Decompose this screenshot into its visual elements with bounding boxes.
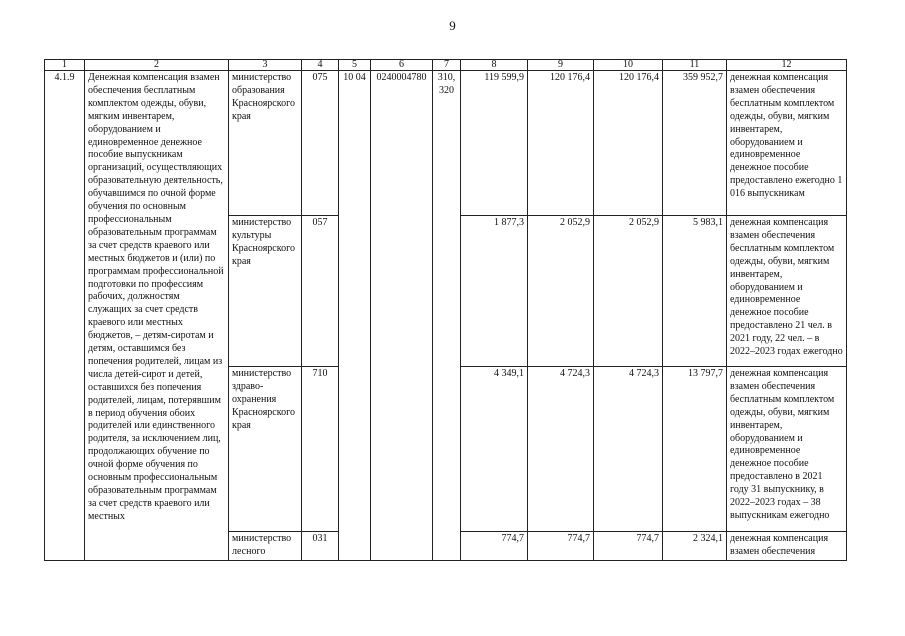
budget-table xyxy=(44,59,847,561)
header-cell: 8 xyxy=(461,60,528,71)
value-total: 5 983,1 xyxy=(663,216,727,367)
header-cell: 11 xyxy=(663,60,727,71)
header-cell: 4 xyxy=(302,60,339,71)
ministry-cell: министерство образования Красноярского края xyxy=(229,71,302,216)
header-cell: 7 xyxy=(433,60,461,71)
ministry-code: 075 xyxy=(302,71,339,216)
ministry-cell: министерство лесного xyxy=(229,532,302,561)
result-cell: денежная компенсация взамен обеспечения xyxy=(727,532,847,561)
target-article-cell: 0240004780 xyxy=(371,71,433,561)
header-cell: 9 xyxy=(528,60,594,71)
value-2021: 4 349,1 xyxy=(461,367,528,532)
value-2023: 120 176,4 xyxy=(594,71,663,216)
expense-type-cell: 310, 320 xyxy=(433,71,461,561)
value-2023: 2 052,9 xyxy=(594,216,663,367)
page-number: 9 xyxy=(449,18,456,33)
value-2023: 774,7 xyxy=(594,532,663,561)
ministry-cell: министерство здраво-охранения Красноярского края xyxy=(229,367,302,532)
table-row xyxy=(45,71,847,216)
result-cell: денежная компенсация взамен обеспечения бесплатным комплектом одежды, обуви, мягким инвентарем, оборудованием и единовременное денежное пособие предоставлено 21 чел. в 2021 году, 22 чел. – в 2022–2023 годах ежегодно xyxy=(727,216,847,367)
value-2022: 120 176,4 xyxy=(528,71,594,216)
section-cell: 10 04 xyxy=(339,71,371,561)
ministry-cell: министерство культуры Красноярского края xyxy=(229,216,302,367)
ministry-code: 057 xyxy=(302,216,339,367)
ministry-code: 031 xyxy=(302,532,339,561)
value-2022: 774,7 xyxy=(528,532,594,561)
value-2021: 119 599,9 xyxy=(461,71,528,216)
header-cell: 6 xyxy=(371,60,433,71)
header-cell: 2 xyxy=(85,60,229,71)
value-total: 359 952,7 xyxy=(663,71,727,216)
value-2022: 4 724,3 xyxy=(528,367,594,532)
value-total: 2 324,1 xyxy=(663,532,727,561)
value-total: 13 797,7 xyxy=(663,367,727,532)
item-description: Денежная компенсация взамен обеспечения бесплатным комплектом одежды, обуви, мягким инвентарем, оборудованием и единовременное денежное пособие выпускникам организаций, осуществляющих образовательную деятельность, обучавшимся по очной форме обучения по основным профессиональным образовательным программам за счет средств краевого или местных бюджетов и (или) по программам профессиональной подготовки по профессиям рабочих, должностям служащих за счет средств краевого или местных бюджетов, – детям-сиротам и детям, оставшимся без попечения родителей, лицам из числа детей-сирот и детей, оставшихся без попечения родителей, лицам, потерявшим в период обучения обоих родителей или единственного родителя, за исключением лиц, продолжающих обучение по очной форме обучения по основным профессиональным образовательным программам за счет средств краевого или местных xyxy=(85,71,229,561)
header-cell: 10 xyxy=(594,60,663,71)
header-row xyxy=(45,60,847,71)
item-number: 4.1.9 xyxy=(45,71,85,561)
value-2021: 1 877,3 xyxy=(461,216,528,367)
ministry-code: 710 xyxy=(302,367,339,532)
header-cell: 1 xyxy=(45,60,85,71)
header-cell: 5 xyxy=(339,60,371,71)
result-cell: денежная компенсация взамен обеспечения бесплатным комплектом одежды, обуви, мягким инвентарем, оборудованием и единовременное денежное пособие предоставлено в 2021 году 31 выпускнику, в 2022–2023 годах – 38 выпускникам ежегодно xyxy=(727,367,847,532)
header-cell: 3 xyxy=(229,60,302,71)
header-cell: 12 xyxy=(727,60,847,71)
value-2021: 774,7 xyxy=(461,532,528,561)
result-cell: денежная компенсация взамен обеспечения бесплатным комплектом одежды, обуви, мягким инвентарем, оборудованием и единовременное денежное пособие предоставлено ежегодно 1 016 выпускникам xyxy=(727,71,847,216)
value-2022: 2 052,9 xyxy=(528,216,594,367)
value-2023: 4 724,3 xyxy=(594,367,663,532)
